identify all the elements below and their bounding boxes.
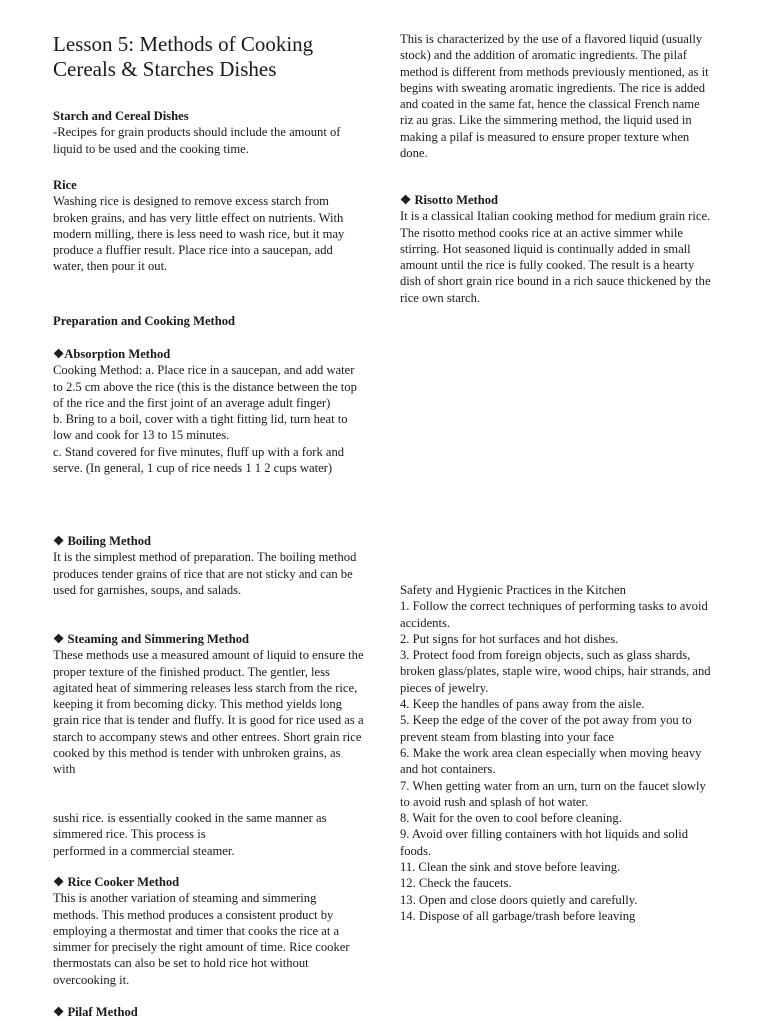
boiling-heading: ❖ Boiling Method: [53, 534, 152, 548]
steaming-section: [53, 631, 365, 778]
page-title-line-2: Cereals & Starches Dishes: [53, 57, 277, 81]
boiling-section: [53, 533, 365, 598]
risotto-section: [400, 192, 715, 306]
cooker-section: [53, 874, 365, 988]
safety-item: 14. Dispose of all garbage/trash before leaving: [400, 908, 636, 923]
safety-heading: Safety and Hygienic Practices in the Kitchen: [400, 583, 626, 597]
steaming-heading: ❖ Steaming and Simmering Method: [53, 632, 250, 646]
sushi-block: [53, 810, 365, 859]
safety-item: 6. Make the work area clean especially when moving heavy and hot containers.: [400, 745, 702, 777]
sushi-text-line-2: performed in a commercial steamer.: [53, 843, 235, 858]
pilaf-heading-block: [53, 1004, 365, 1020]
starch-text: -Recipes for grain products should include the amount of liquid to be used and the cooking time.: [53, 125, 341, 156]
pilaf-text: This is characterized by the use of a flavored liquid (usually stock) and the addition of aromatic ingredients. The pilaf method is different from methods previously mentioned, as it begins with sweating aromatic ingredients. The rice is added and coated in the same fat, hence the classical French name riz au gras. Like the simmering method, the liquid used in making a pilaf is measured to ensure proper texture when done.: [400, 32, 709, 161]
safety-item: 13. Open and close doors quietly and carefully.: [400, 892, 638, 907]
prep-heading: Preparation and Cooking Method: [53, 314, 236, 328]
rice-text: Washing rice is designed to remove excess starch from broken grains, and has very little effect on nutrients. With modern milling, there is less need to wash rice, but it may produce a fluffier result. Place rice into a saucepan, add water, then pour it out.: [53, 194, 345, 274]
cooker-text: This is another variation of steaming and simmering methods. This method produces a consistent product by employing a thermostat and timer that cooks the rice at a simmer for precisely the right amount of time. Rice cooker thermostats can also be set to hold rice hot without overcooking it.: [53, 891, 350, 987]
safety-item: 5. Keep the edge of the cover of the pot away from you to prevent steam from blasting into your face: [400, 713, 692, 744]
safety-item: 4. Keep the handles of pans away from the aisle.: [400, 697, 645, 712]
steaming-text: These methods use a measured amount of liquid to ensure the proper texture of the finished product. The gentler, less agitated heat of simmering releases less starch from the rice, keeping it from becoming dicky. This method yields long grain rice that is tender and fluffy. It is good for rice used as a starch to accompany stews and other entrees. Short grain rice cooked by this method is tender with unbroken grains, as with: [53, 648, 364, 777]
safety-section: [400, 582, 715, 924]
safety-item: 12. Check the faucets.: [400, 876, 512, 891]
safety-item: 3. Protect food from foreign objects, such as glass shards, broken glass/plates, staple wire, wood chips, hair strands, and pieces of jewelry.: [400, 648, 711, 695]
rice-section: [53, 177, 365, 275]
safety-item: 2. Put signs for hot surfaces and hot dishes.: [400, 631, 619, 646]
safety-item: 9. Avoid over filling containers with hot liquids and solid foods.: [400, 827, 688, 858]
safety-item: 11. Clean the sink and stove before leaving.: [400, 860, 621, 875]
boiling-text: It is the simplest method of preparation. The boiling method produces tender grains of rice that are not sticky and can be used for garnishes, soups, and salads.: [53, 550, 357, 597]
absorption-step-c: c. Stand covered for five minutes, fluff up with a fork and serve. (In general, 1 cup of rice needs 1 1 2 cups water): [53, 444, 345, 476]
absorption-step-a: Cooking Method: a. Place rice in a saucepan, and add water to 2.5 cm above the rice (this is the distance between the top of the rice and the first joint of an average adult finger): [53, 363, 357, 410]
absorption-step-b: b. Bring to a boil, cover with a tight fitting lid, turn heat to low and cook for 13 to 15 minutes.: [53, 412, 348, 443]
page-title: [53, 32, 383, 82]
risotto-heading: ❖ Risotto Method: [400, 193, 499, 207]
page-title-line-1: Lesson 5: Methods of Cooking: [53, 32, 314, 56]
starch-section: [53, 108, 365, 157]
risotto-text: It is a classical Italian cooking method for medium grain rice. The risotto method cooks rice at an active simmer while stirring. Hot seasoned liquid is continually added in small amount until the rice is fully cooked. The result is a hearty dish of short grain rice bound in a rich sauce thickened by the rice own starch.: [400, 209, 711, 305]
safety-item: 8. Wait for the oven to cool before cleaning.: [400, 811, 622, 826]
sushi-text-line-1: sushi rice. is essentially cooked in the same manner as simmered rice. This process is: [53, 811, 327, 842]
pilaf-section: [400, 31, 715, 161]
safety-item: 7. When getting water from an urn, turn on the faucet slowly to avoid rush and splash of hot water.: [400, 778, 706, 809]
rice-heading: Rice: [53, 178, 77, 192]
cooker-heading: ❖ Rice Cooker Method: [53, 875, 180, 889]
absorption-heading: ❖Absorption Method: [53, 347, 171, 361]
absorption-section: [53, 346, 365, 476]
starch-heading: Starch and Cereal Dishes: [53, 109, 189, 123]
safety-item: 1. Follow the correct techniques of performing tasks to avoid accidents.: [400, 599, 708, 630]
prep-heading-block: [53, 313, 365, 329]
pilaf-heading: ❖ Pilaf Method: [53, 1005, 138, 1019]
